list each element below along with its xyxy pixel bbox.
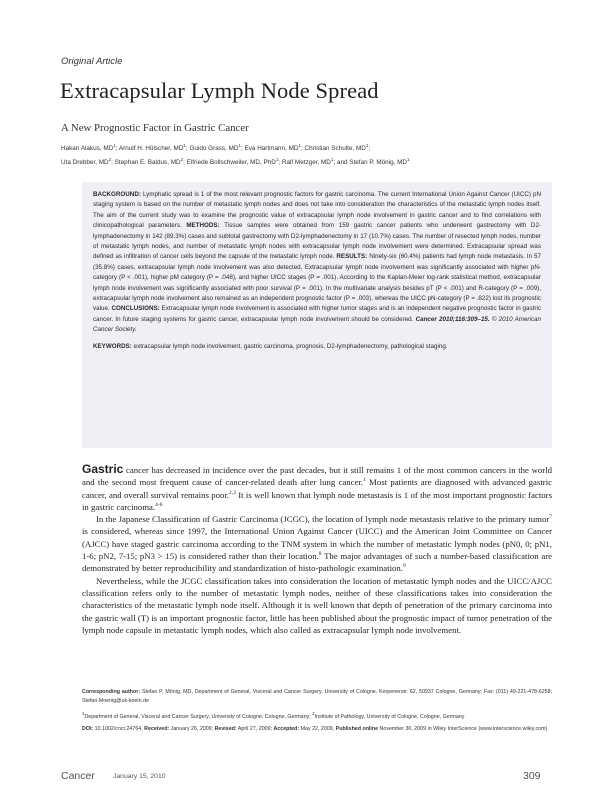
author-affiliation-number: 1 (183, 142, 186, 148)
author-separator: ; (300, 145, 305, 152)
author-separator: ; (111, 159, 115, 166)
abstract-methods-label: METHODS: (186, 222, 220, 230)
ref-link[interactable]: 9 (403, 563, 406, 570)
author-separator: ; (368, 145, 371, 152)
article-body (82, 463, 552, 636)
affiliations (82, 710, 552, 722)
author-affiliation-number: 1 (238, 142, 241, 148)
abstract-box (82, 182, 552, 448)
author-name: Guido Grass, MD (189, 145, 239, 152)
author-separator: ; and (333, 159, 350, 166)
author-name: Eva Hartmann, MD (244, 145, 299, 152)
author-name: Arnulf H. Hölscher, MD (118, 145, 184, 152)
author-affiliation-number: 2 (108, 156, 112, 162)
received-date: January 26, 2009; (170, 726, 214, 733)
footer-journal: Cancer (61, 770, 95, 782)
body-paragraph-3: Nevertheless, while the JCGC classification takes into consideration the location of metastatic lymph nodes and the UICC/AJCC classification refers only to the number of metastatic lymph nodes, neither of these classifications takes into consideration the characteristics of the metastatic lymph node itself. Although it is well known that depth of penetration of the primary carcinoma into the gastric wall (T) is an important prognostic factor, little has been published about the prognostic impact of tumor penetration of the lymph node capsule in metastatic lymph nodes, which also called as extracapsular lymph node involvement. (82, 575, 552, 635)
accepted-date: May 22, 2009, (300, 726, 335, 733)
author-affiliation-number: 1 (407, 156, 410, 162)
corr-text: Stefan P. Mönig, MD, Department of General, Visceral and Cancer Surgery, University of Cologne, Kerpenerstr. 62, 50937 Cologne, Germany; Fax: (011) 49-221-478-6258; Stefan.Moenig@uk-koeln.de (82, 689, 553, 704)
aff-text: Department of General, Visceral and Cancer Surgery, University of Cologne, Cologne, Germany; (84, 713, 311, 720)
keywords: extracapsular lymph node involvement, gastric carcinoma, prognosis, D2-lymphadenectomy, pathological staging. (133, 342, 448, 350)
body-text: cancer has decreased in incidence over the past decades, but it still remains 1 of the most common cancers in the world and the second most frequent cause of cancer-related death after lung cancer. (82, 465, 552, 488)
author-affiliation-number: 1 (298, 142, 301, 148)
body-text: Most patients are diagnosed with advanced gastric cancer, and overall survival remains poor. (82, 477, 553, 500)
abstract-conclusions-label: CONCLUSIONS: (111, 305, 160, 313)
ref-link[interactable]: 7 (549, 514, 552, 521)
publication-info (82, 725, 552, 734)
abstract-citation: Cancer 2010;116:309–15. (415, 315, 490, 323)
ref-link[interactable]: 4-6 (155, 501, 163, 508)
abstract-background-label: BACKGROUND: (93, 191, 141, 198)
aff-num: 1 (82, 710, 85, 716)
body-paragraph-2 (82, 513, 552, 574)
author-name: Ralf Metzger, MD (281, 159, 331, 166)
doi-label: DOI: (82, 726, 94, 733)
lead-word: Gastric (82, 462, 124, 476)
abstract-text (93, 190, 541, 336)
author-affiliation-number: 1 (365, 142, 369, 148)
author-name: Stefan P. Mönig, MD (349, 159, 407, 166)
aff-num: 2 (312, 710, 315, 716)
author-separator: ; (240, 145, 245, 152)
author-separator: ; (115, 145, 119, 152)
body-text: The major advantages of such a number-based classification are demonstrated by better reproducibility and standardization of histo-pathologic examination. (82, 551, 553, 574)
abstract-results-label: RESULTS: (336, 253, 368, 261)
author-name: Hakan Alakus, MD (61, 145, 114, 152)
footer-date: January 15, 2010 (113, 773, 166, 780)
abstract-conclusions: Extracapsular lymph node involvement is associated with higher tumor stages and is an independent negative prognostic factor in gastric cancer. In future staging systems for gastric cancer, extracapsular lymph node involvement should be considered. (93, 305, 541, 323)
article-type: Original Article (61, 56, 123, 67)
abstract-background: Lymphatic spread is 1 of the most relevant prognostic factors for gastric carcinoma. The current International Union Against Cancer (UICC) pN staging system is based on the number of metastatic lymph nodes and does not take into consideration the characteristics of the metastatic lymph nodes itself. The aim of the current study was to examine the prognostic value of extracapsular lymph node involvement in gastric cancer and to find correlations with clinicopathological parameters. (93, 191, 541, 230)
author-affiliation-number: 1 (330, 156, 334, 162)
article-title: Extracapsular Lymph Node Spread (60, 78, 379, 103)
author-name: Elfriede Bollschweiler, MD, PhD (186, 159, 276, 166)
published-label: Published online (335, 726, 379, 733)
author-name: Christian Schulte, MD (304, 145, 366, 152)
author-separator: ; (278, 159, 282, 166)
article-subtitle: A New Prognostic Factor in Gastric Cancer (61, 122, 249, 134)
body-text: In the Japanese Classification of Gastric Carcinoma (JCGC), the location of lymph node metastasis relative to the primary tumor (96, 514, 550, 525)
ref-link[interactable]: 1 (363, 477, 366, 484)
body-text: It is well known that lymph node metastasis is 1 of the most important prognostic factors in gastric carcinoma. (82, 489, 552, 512)
corr-label: Corresponding author: (82, 689, 141, 695)
body-text: is considered, whereas since 1997, the International Union Against Cancer (UICC) and the American Joint Committee on Cancer (AJCC) have staged gastric carcinoma according to the TNM system in which the number of metastatic lymph nodes (pN0, 0; pN1, 1-6; pN2, 7-15; pN3 > 15) is considered rather than their location. (82, 526, 552, 562)
page-number: 309 (523, 770, 541, 782)
ref-link[interactable]: 8 (318, 551, 322, 558)
keywords-label: KEYWORDS: (93, 342, 132, 350)
abstract-copyright: © 2010 American Cancer Society. (93, 315, 541, 334)
author-list (61, 142, 546, 170)
author-affiliation-number: 1 (275, 156, 279, 162)
keywords-block (93, 342, 541, 352)
doi[interactable]: 10.1002/cncr.24764, (94, 726, 143, 733)
author-affiliation-number: 1 (113, 142, 116, 148)
accepted-label: Accepted: (273, 726, 300, 733)
revised-label: Revised: (214, 726, 237, 733)
published-info: November 30, 2009 in Wiley InterScience (www.interscience.wiley.com) (379, 726, 548, 733)
ref-link[interactable]: 2,3 (228, 489, 236, 496)
abstract-methods: Tissue samples were obtained from 159 gastric cancer patients who underwent gastrectomy with D2-lymphadenectomy in 142 (89.3%) cases and subtotal gastrectomy with D2-lymphadenectomy in 17 (10.7%) cases. The number of resected lymph nodes, number of metastatic lymph nodes, and number of metastatic lymph nodes with extracapsular lymph node involvement were determined. Extracapsular spread was defined as infiltration of cancer cells beyond the capsule of the metastatic lymph node. (93, 222, 541, 261)
received-label: Received: (144, 726, 170, 733)
author-affiliation-number: 2 (180, 156, 184, 162)
corresponding-author (82, 688, 552, 706)
body-paragraph-1 (82, 463, 552, 513)
author-name: Uta Drebber, MD (61, 159, 109, 166)
author-name: Stephan E. Baldus, MD (114, 159, 181, 166)
author-separator: ; (185, 145, 190, 152)
aff-text: Institute of Pathology, University of Cologne, Cologne, Germany (314, 713, 465, 720)
abstract-results: Ninety-six (60.4%) patients had lymph node metastasis. In 57 (35.8%) cases, extracapsular lymph node involvement was also detected. Extracapsular lymph node involvement was significantly associated with higher pN-category (P < .001), higher pM category (P = .048), and higher UICC stages (P = .001). According to the Kaplan-Meier log-rank statistical method, extracapsular lymph node involvement was significantly associated with poor survival (P = .001). In the multivariate analysis besides pT (P < .001) and R-category (P = .009), extracapsular lymph node involvement also remained as an independent prognostic factor (P = .003), whereas the UICC pN-category (P = .822) lost its prognostic value. (93, 253, 541, 313)
author-separator: ; (183, 159, 187, 166)
revised-date: April 27, 2009; (237, 726, 273, 733)
footnotes (82, 688, 552, 738)
